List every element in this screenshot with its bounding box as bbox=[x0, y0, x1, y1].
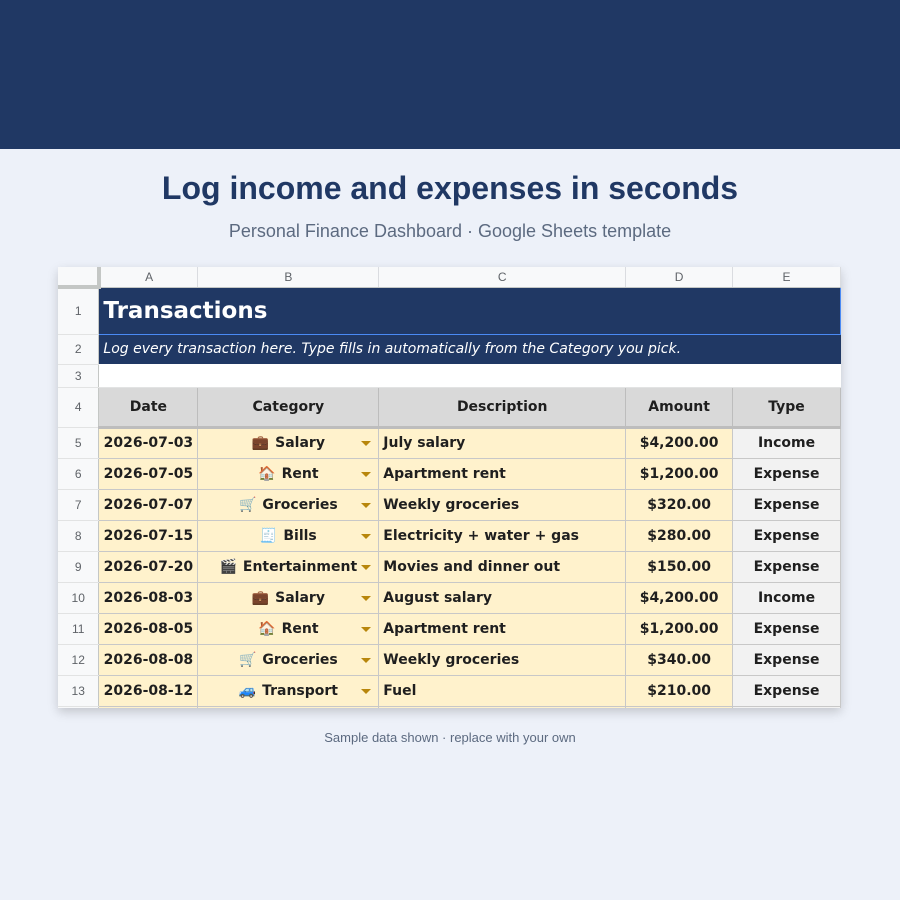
category-label: Rent bbox=[281, 465, 319, 482]
table-row-partial bbox=[58, 706, 841, 708]
receipt-icon: 🧾 bbox=[259, 527, 278, 544]
type-cell[interactable] bbox=[733, 706, 841, 708]
table-row bbox=[58, 675, 841, 706]
date-cell[interactable]: 2026-08-12 bbox=[99, 675, 198, 706]
shopping-cart-icon: 🛒 bbox=[238, 496, 257, 513]
amount-cell[interactable]: $4,200.00 bbox=[626, 582, 733, 613]
spreadsheet[interactable] bbox=[58, 267, 841, 708]
table-row bbox=[58, 427, 841, 458]
column-header-e[interactable]: E bbox=[733, 267, 841, 287]
dropdown-caret-icon[interactable] bbox=[361, 534, 371, 539]
row-number[interactable]: 2 bbox=[58, 334, 99, 364]
date-cell[interactable]: 2026-08-08 bbox=[99, 644, 198, 675]
category-label: Groceries bbox=[262, 496, 338, 513]
column-header-b[interactable]: B bbox=[198, 267, 379, 287]
amount-cell[interactable]: $210.00 bbox=[626, 675, 733, 706]
row-number[interactable]: 9 bbox=[58, 551, 99, 582]
sheet-subtitle-cell[interactable]: Log every transaction here. Type fills in automatically from the Category you pick. bbox=[99, 334, 841, 364]
headline: Log income and expenses in seconds bbox=[161, 170, 739, 206]
header-type[interactable]: Type bbox=[733, 387, 841, 427]
category-label: Bills bbox=[283, 527, 317, 544]
dropdown-caret-icon[interactable] bbox=[361, 441, 371, 446]
description-cell[interactable]: July salary bbox=[379, 427, 626, 458]
dropdown-caret-icon[interactable] bbox=[361, 627, 371, 632]
category-dropdown[interactable] bbox=[198, 458, 379, 489]
category-dropdown[interactable] bbox=[198, 489, 379, 520]
row-number[interactable]: 10 bbox=[58, 582, 99, 613]
row-number[interactable]: 4 bbox=[58, 387, 99, 427]
category-label: Transport bbox=[262, 682, 338, 699]
shopping-cart-icon: 🛒 bbox=[238, 651, 257, 668]
dropdown-caret-icon[interactable] bbox=[361, 658, 371, 663]
dropdown-caret-icon[interactable] bbox=[361, 503, 371, 508]
top-banner bbox=[0, 0, 900, 149]
sheet-grid bbox=[58, 267, 841, 708]
category-dropdown[interactable] bbox=[198, 427, 379, 458]
header-amount[interactable]: Amount bbox=[626, 387, 733, 427]
description-cell[interactable]: Apartment rent bbox=[379, 458, 626, 489]
row-number[interactable]: 3 bbox=[58, 364, 99, 387]
amount-cell[interactable]: $280.00 bbox=[626, 520, 733, 551]
row-number[interactable] bbox=[58, 706, 99, 708]
type-cell[interactable]: Expense bbox=[733, 551, 841, 582]
footnote: Sample data shown · replace with your own bbox=[324, 730, 576, 745]
category-dropdown[interactable] bbox=[198, 551, 379, 582]
amount-cell[interactable]: $1,200.00 bbox=[626, 613, 733, 644]
date-cell[interactable]: 2026-07-07 bbox=[99, 489, 198, 520]
column-header-a[interactable]: A bbox=[99, 267, 198, 287]
sheet-title-cell[interactable]: Transactions bbox=[99, 287, 841, 334]
amount-cell[interactable]: $1,200.00 bbox=[626, 458, 733, 489]
subhead: Personal Finance Dashboard · Google Sheets template bbox=[228, 221, 672, 241]
row-number[interactable]: 6 bbox=[58, 458, 99, 489]
amount-cell[interactable]: $4,200.00 bbox=[626, 427, 733, 458]
amount-cell[interactable]: $150.00 bbox=[626, 551, 733, 582]
row-number[interactable]: 5 bbox=[58, 427, 99, 458]
blank-row-cell[interactable] bbox=[99, 364, 841, 387]
date-cell[interactable]: 2026-07-20 bbox=[99, 551, 198, 582]
row-number[interactable]: 7 bbox=[58, 489, 99, 520]
description-cell[interactable]: Electricity + water + gas bbox=[379, 520, 626, 551]
category-label: Entertainment bbox=[242, 558, 358, 575]
date-cell[interactable] bbox=[99, 706, 198, 708]
type-cell[interactable]: Expense bbox=[733, 644, 841, 675]
row-number[interactable]: 12 bbox=[58, 644, 99, 675]
table-row bbox=[58, 613, 841, 644]
category-cell[interactable] bbox=[198, 706, 379, 708]
amount-cell[interactable]: $320.00 bbox=[626, 489, 733, 520]
amount-cell[interactable] bbox=[626, 706, 733, 708]
briefcase-icon: 💼 bbox=[251, 435, 270, 451]
description-cell[interactable]: Apartment rent bbox=[379, 613, 626, 644]
type-cell[interactable]: Income bbox=[733, 427, 841, 458]
amount-cell[interactable]: $340.00 bbox=[626, 644, 733, 675]
date-cell[interactable]: 2026-08-03 bbox=[99, 582, 198, 613]
category-label: Groceries bbox=[262, 651, 338, 668]
table-row bbox=[58, 582, 841, 613]
table-row bbox=[58, 644, 841, 675]
description-cell[interactable]: August salary bbox=[379, 582, 626, 613]
house-icon: 🏠 bbox=[258, 620, 276, 637]
header-description[interactable]: Description bbox=[379, 387, 626, 427]
briefcase-icon: 💼 bbox=[251, 589, 270, 606]
description-cell[interactable]: Movies and dinner out bbox=[379, 551, 626, 582]
car-icon: 🚙 bbox=[238, 682, 257, 699]
table-row bbox=[58, 489, 841, 520]
table-row bbox=[58, 458, 841, 489]
dropdown-caret-icon[interactable] bbox=[361, 689, 371, 694]
header-date[interactable]: Date bbox=[99, 387, 198, 427]
date-cell[interactable]: 2026-08-05 bbox=[99, 613, 198, 644]
category-dropdown[interactable] bbox=[198, 520, 379, 551]
type-cell[interactable]: Expense bbox=[733, 520, 841, 551]
date-cell[interactable]: 2026-07-15 bbox=[99, 520, 198, 551]
select-all-corner[interactable] bbox=[58, 267, 99, 287]
category-label: Rent bbox=[281, 620, 319, 637]
description-cell[interactable]: Fuel bbox=[379, 675, 626, 706]
category-dropdown[interactable] bbox=[198, 644, 379, 675]
row-number[interactable]: 8 bbox=[58, 520, 99, 551]
category-dropdown[interactable] bbox=[198, 675, 379, 706]
clapperboard-icon: 🎬 bbox=[219, 558, 237, 575]
type-cell[interactable]: Expense bbox=[733, 613, 841, 644]
date-cell[interactable]: 2026-07-03 bbox=[99, 427, 198, 458]
row-number[interactable]: 11 bbox=[58, 613, 99, 644]
column-header-c[interactable]: C bbox=[379, 267, 626, 287]
row-number[interactable]: 1 bbox=[58, 287, 99, 334]
type-cell[interactable]: Expense bbox=[733, 458, 841, 489]
column-header-d[interactable]: D bbox=[626, 267, 733, 287]
row-number[interactable]: 13 bbox=[58, 675, 99, 706]
type-cell[interactable]: Expense bbox=[733, 675, 841, 706]
description-cell[interactable]: Weekly groceries bbox=[379, 489, 626, 520]
house-icon: 🏠 bbox=[258, 465, 276, 482]
table-row bbox=[58, 520, 841, 551]
description-cell[interactable] bbox=[379, 706, 626, 708]
dropdown-caret-icon[interactable] bbox=[361, 472, 371, 477]
category-label: Salary bbox=[275, 435, 325, 451]
description-cell[interactable]: Weekly groceries bbox=[379, 644, 626, 675]
type-cell[interactable]: Income bbox=[733, 582, 841, 613]
date-cell[interactable]: 2026-07-05 bbox=[99, 458, 198, 489]
category-label: Salary bbox=[275, 589, 325, 606]
dropdown-caret-icon[interactable] bbox=[361, 565, 371, 570]
category-dropdown[interactable] bbox=[198, 613, 379, 644]
type-cell[interactable]: Expense bbox=[733, 489, 841, 520]
table-row bbox=[58, 551, 841, 582]
dropdown-caret-icon[interactable] bbox=[361, 596, 371, 601]
category-dropdown[interactable] bbox=[198, 582, 379, 613]
header-category[interactable]: Category bbox=[198, 387, 379, 427]
